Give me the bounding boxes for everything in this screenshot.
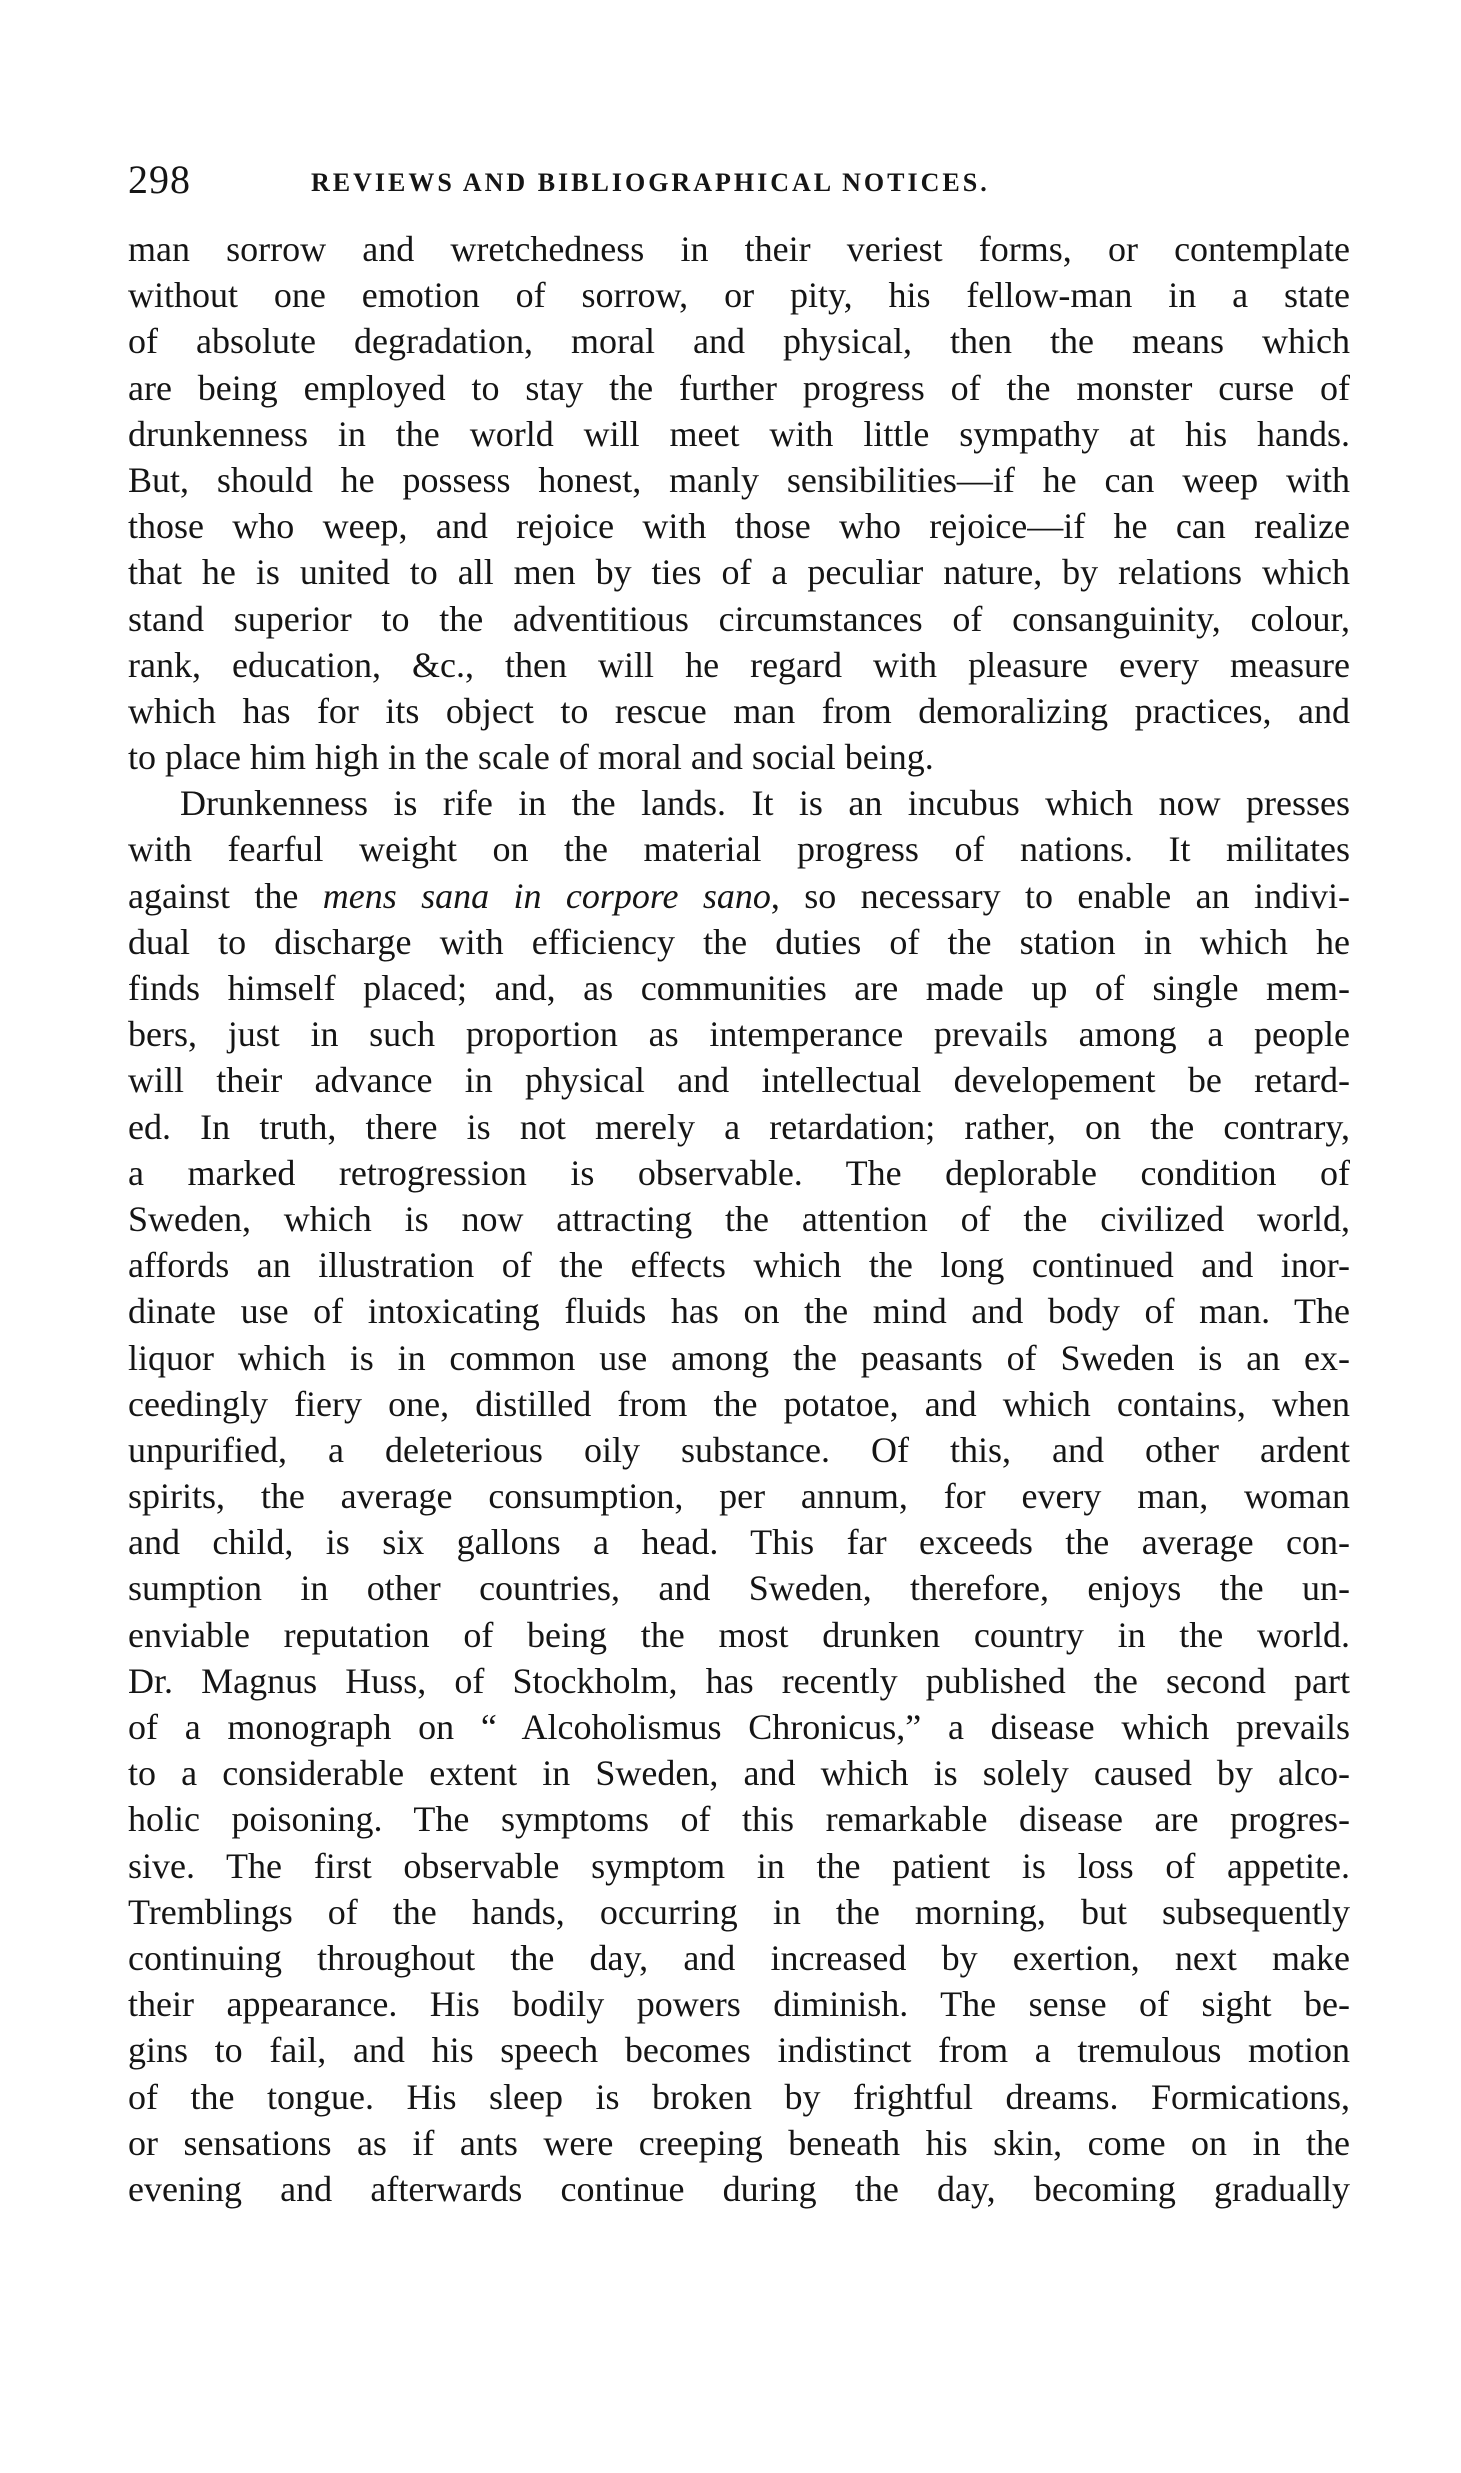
text-line: holic poisoning. The symptoms of this remarkable disease are progres- (128, 1799, 1350, 1840)
text-line: drunkenness in the world will meet with little sympathy at his hands. (128, 413, 1350, 454)
text-line: But, should he possess honest, manly sensibilities—if he can weep with (128, 459, 1350, 500)
text-line: continuing throughout the day, and increased by exertion, next make (128, 1937, 1350, 1978)
text-line: rank, education, &c., then will he regard with pleasure every measure (128, 644, 1350, 685)
running-head-title: REVIEWS AND BIBLIOGRAPHICAL NOTICES. (311, 168, 990, 197)
text-line: are being employed to stay the further progress of the monster curse of (128, 367, 1350, 408)
paragraph-1 (128, 226, 1350, 780)
text-line: sive. The first observable symptom in the patient is loss of appetite. (128, 1845, 1350, 1886)
text-line: with fearful weight on the material progress of nations. It militates (128, 829, 1350, 870)
text-line: evening and afterwards continue during the day, becoming gradually (128, 2168, 1350, 2209)
text-line: bers, just in such proportion as intemperance prevails among a people (128, 1014, 1350, 1055)
text-line: or sensations as if ants were creeping beneath his skin, come on in the (128, 2122, 1350, 2163)
paragraph-2 (128, 780, 1350, 2212)
text-line: dinate use of intoxicating fluids has on the mind and body of man. The (128, 1291, 1350, 1332)
text-line: against the mens sana in corpore sano, so necessary to enable an indivi- (128, 875, 1351, 916)
page-number: 298 (128, 157, 191, 202)
text-line: affords an illustration of the effects which the long continued and inor- (128, 1245, 1350, 1286)
text-line: dual to discharge with efficiency the duties of the station in which he (128, 921, 1350, 962)
text-line: stand superior to the adventitious circumstances of consanguinity, colour, (128, 598, 1350, 639)
text-line: liquor which is in common use among the peasants of Sweden is an ex- (128, 1337, 1350, 1378)
text-line: finds himself placed; and, as communities are made up of single mem- (128, 968, 1350, 1008)
text-line: a marked retrogression is observable. The deplorable condition of (128, 1152, 1350, 1193)
text-line: ed. In truth, there is not merely a retardation; rather, on the contrary, (128, 1106, 1350, 1147)
text-line: unpurified, a deleterious oily substance. Of this, and other ardent (128, 1429, 1350, 1470)
text-line: ceedingly fiery one, distilled from the potatoe, and which contains, when (128, 1383, 1350, 1424)
text-line: without one emotion of sorrow, or pity, his fellow-man in a state (128, 275, 1350, 316)
text-line: of absolute degradation, moral and physical, then the means which (128, 321, 1350, 362)
text-line: man sorrow and wretchedness in their veriest forms, or contemplate (128, 229, 1350, 269)
text-line: to place him high in the scale of moral and social being. (128, 737, 934, 778)
text-line: of a monograph on “ Alcoholismus Chronicus,” a disease which prevails (128, 1707, 1350, 1747)
text-line: which has for its object to rescue man from demoralizing practices, and (128, 690, 1350, 731)
text-line: enviable reputation of being the most drunken country in the world. (128, 1614, 1350, 1655)
text-line: sumption in other countries, and Sweden, therefore, enjoys the un- (128, 1568, 1350, 1609)
text-line: spirits, the average consumption, per annum, for every man, woman (128, 1476, 1350, 1517)
text-line: to a considerable extent in Sweden, and which is solely caused by alco- (128, 1753, 1350, 1794)
book-page (128, 157, 1351, 2212)
text-line: and child, is six gallons a head. This far exceeds the average con- (128, 1522, 1350, 1563)
latin-phrase: mens sana in corpore sano (322, 875, 771, 916)
body-text (128, 226, 1350, 2212)
text-line: Drunkenness is rife in the lands. It is an incubus which now presses (180, 783, 1350, 824)
text-line: that he is united to all men by ties of a peculiar nature, by relations which (128, 552, 1350, 593)
text-line: gins to fail, and his speech becomes indistinct from a tremulous motion (128, 2030, 1350, 2071)
text-line: of the tongue. His sleep is broken by frightful dreams. Formications, (128, 2076, 1350, 2117)
running-head (128, 157, 1350, 220)
text-line: will their advance in physical and intellectual developement be retard- (128, 1060, 1350, 1101)
text-line: their appearance. His bodily powers diminish. The sense of sight be- (128, 1984, 1350, 2025)
text-line: Dr. Magnus Huss, of Stockholm, has recently published the second part (128, 1660, 1350, 1701)
text-line: Sweden, which is now attracting the attention of the civilized world, (128, 1198, 1350, 1239)
text-line: Tremblings of the hands, occurring in the morning, but subsequently (128, 1891, 1350, 1932)
text-line: those who weep, and rejoice with those who rejoice—if he can realize (128, 506, 1350, 547)
